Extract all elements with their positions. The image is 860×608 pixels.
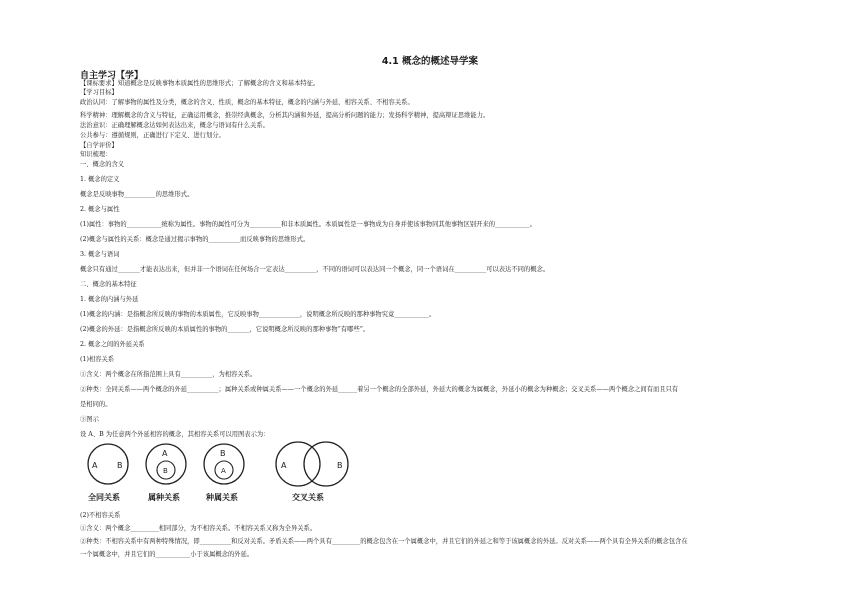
concept-relation-diagram [78,440,368,510]
diagram-label: 全同关系 [88,493,120,502]
identity-relation-figure [88,444,128,502]
diagram-label: 种属关系 [206,493,238,502]
text-line: (2)不相容关系 [80,512,121,519]
text-line: (1)相容关系 [80,356,115,363]
text-line: 1. 概念的定义 [80,176,120,183]
text-line: ①含义：两个概念在所指范围上具有__________，为相容关系。 [80,371,257,378]
diagram-letter-a: A [92,461,98,470]
text-line: (2)概念的外延：是指概念所反映的本质属性的事物的_______，它说明概念所反映的那种事物“有哪些”。 [80,326,370,333]
diagram-letter-b: B [337,461,343,470]
text-line: 公共参与：遵循规则，正确进行下定义、进行划分。 [80,132,225,139]
diagram-letter-a: A [162,449,168,458]
diagram-letter-a: A [221,467,226,475]
diagram-letter-a: A [281,461,287,470]
text-line: ②种类：不相容关系中有两种特殊情况，即__________和反对关系。矛盾关系——两个具有_________的概念包含在一个属概念中，并且它们的外延之和等于该属概念的外延。反对关系——两个具有全异关系的概念包含在 [80,538,688,545]
text-line: 科学精神：理解概念的含义与特征，正确运用概念，推崇经典概念，分析其内涵和外延，提高分析问题的能力；发扬科学精神，提高辩证思维能力。 [80,112,490,119]
diagram-label: 交叉关系 [292,493,324,502]
text-line: (1)概念的内涵：是指概念所反映的事物的本质属性，它反映事物_____________，说明概念所反映的那种事物究竟___________。 [80,311,436,318]
intersection-figure [276,442,348,502]
section-heading: 自主学习【学】 [80,71,144,81]
text-line: ①含义：两个概念_________相同部分，为不相容关系。不相容关系又称为全异关系。 [80,525,317,532]
diagram-letter-b: B [117,461,123,470]
text-line: 一个属概念中，并且它们的___________小于该属概念的外延。 [80,551,254,558]
text-line: 【自学评价】 [80,142,118,149]
text-line: 概念是反映事物__________的思维形式。 [80,191,194,198]
species-genus-figure [204,444,244,502]
text-line: 2. 概念之间的外延关系 [80,341,145,348]
text-line: ②种类：全同关系——两个概念的外延__________；属种关系或种属关系——一个概念的外延______着另一个概念的全部外延，外延大的概念为属概念，外延小的概念为种概念；交叉关系——两个概念之间有而且只有 [80,386,679,393]
text-line: 1. 概念的内涵与外延 [80,296,139,303]
text-line: 知识梳理： [80,151,112,158]
text-line: 【学习目标】 [80,89,118,96]
text-line: 政治认同：了解事物的属性及分类，概念的含义、性质，概念的基本特征，概念的内涵与外延，相容关系、不相容关系。 [80,99,414,106]
text-line: 一、概念的含义 [80,161,125,168]
text-line: (2)概念与属性的关系：概念是通过揭示事物的__________而反映事物的思维形式。 [80,236,310,243]
diagram-label: 属种关系 [148,493,180,502]
text-line: 法治意识：正确理解概念达如何表达出来，概念与语词有什么关系。 [80,122,269,129]
text-line: 是相同的。 [80,401,112,408]
text-line: 概念只有通过_______才能表达出来，但并非一个语词在任何场合一定表达__________，不同的语词可以表达同一个概念，同一个语词在__________可以表达不同的概念。 [80,266,550,273]
text-line: 设 A、B 为任意两个外延相容的概念，其相容关系可以用图表示为： [80,431,270,438]
text-line: 【课标要求】知道概念是反映事物本质属性的思维形式；了解概念的含义和基本特征。 [80,80,320,87]
text-line: (1)属性：事物的___________统称为属性。事物的属性可分为__________和非本质属性。本质属性是一事物成为自身并使该事物同其他事物区别开来的___________。 [80,221,536,228]
text-line: 2. 概念与属性 [80,206,120,213]
text-line: 3. 概念与语词 [80,251,120,258]
document-title: 4.1 概念的概述导学案 [381,56,479,67]
text-line: 二、概念的基本特征 [80,281,137,288]
genus-species-figure [146,444,186,502]
text-line: ③图示 [80,416,99,423]
diagram-letter-b: B [220,449,226,458]
diagram-letter-b: B [163,467,168,475]
